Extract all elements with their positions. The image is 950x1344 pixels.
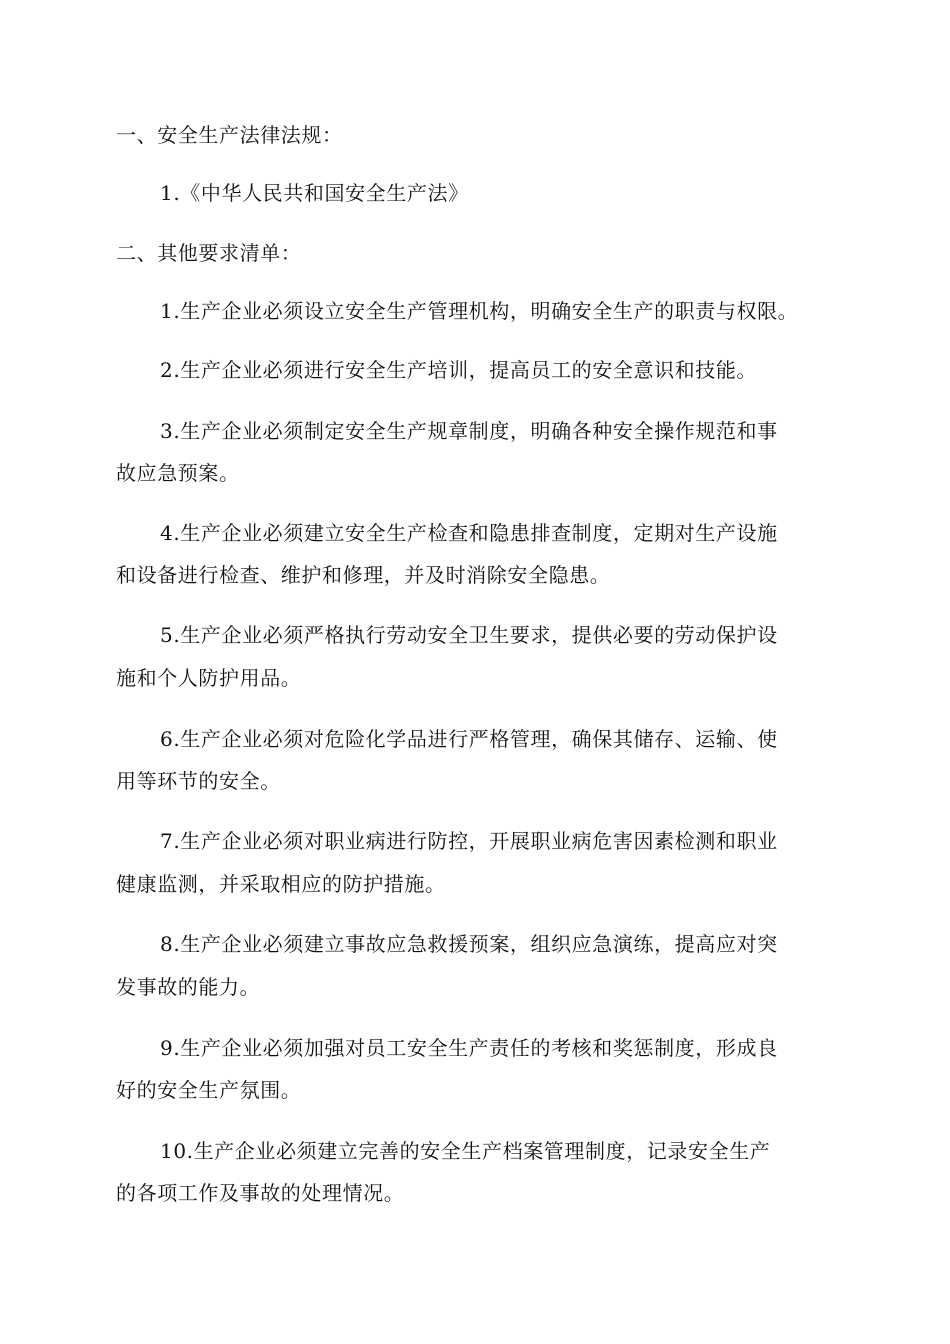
requirement-item-9-line-1: 9.生产企业必须加强对员工安全生产责任的考核和奖惩制度，形成良 <box>160 1036 778 1060</box>
requirement-item-4-line-1: 4.生产企业必须建立安全生产检查和隐患排查制度，定期对生产设施 <box>160 521 778 545</box>
requirement-item-3-line-1: 3.生产企业必须制定安全生产规章制度，明确各种安全操作规范和事 <box>160 419 778 443</box>
requirement-item-9-line-2: 好的安全生产氛围。 <box>116 1078 302 1102</box>
requirement-item-4-line-2: 和设备进行检查、维护和修理，并及时消除安全隐患。 <box>116 563 611 587</box>
section-heading-laws: 一、安全生产法律法规： <box>116 123 343 147</box>
law-item-1: 1.《中华人民共和国安全生产法》 <box>160 181 469 205</box>
requirement-item-2: 2.生产企业必须进行安全生产培训，提高员工的安全意识和技能。 <box>160 358 758 382</box>
requirement-item-3-line-2: 故应急预案。 <box>116 461 240 485</box>
section-heading-other-requirements: 二、其他要求清单： <box>116 241 302 265</box>
requirement-item-7-line-1: 7.生产企业必须对职业病进行防控，开展职业病危害因素检测和职业 <box>160 829 778 853</box>
requirement-item-8-line-2: 发事故的能力。 <box>116 975 261 999</box>
requirement-item-10-line-2: 的各项工作及事故的处理情况。 <box>116 1181 405 1205</box>
requirement-item-1: 1.生产企业必须设立安全生产管理机构，明确安全生产的职责与权限。 <box>160 299 799 323</box>
requirement-item-10-line-1: 10.生产企业必须建立完善的安全生产档案管理制度，记录安全生产 <box>160 1139 771 1163</box>
requirement-item-6-line-1: 6.生产企业必须对危险化学品进行严格管理，确保其储存、运输、使 <box>160 727 778 751</box>
requirement-item-6-line-2: 用等环节的安全。 <box>116 769 281 793</box>
requirement-item-5-line-1: 5.生产企业必须严格执行劳动安全卫生要求，提供必要的劳动保护设 <box>160 623 778 647</box>
requirement-item-5-line-2: 施和个人防护用品。 <box>116 666 302 690</box>
requirement-item-8-line-1: 8.生产企业必须建立事故应急救援预案，组织应急演练，提高应对突 <box>160 932 778 956</box>
requirement-item-7-line-2: 健康监测，并采取相应的防护措施。 <box>116 872 446 896</box>
